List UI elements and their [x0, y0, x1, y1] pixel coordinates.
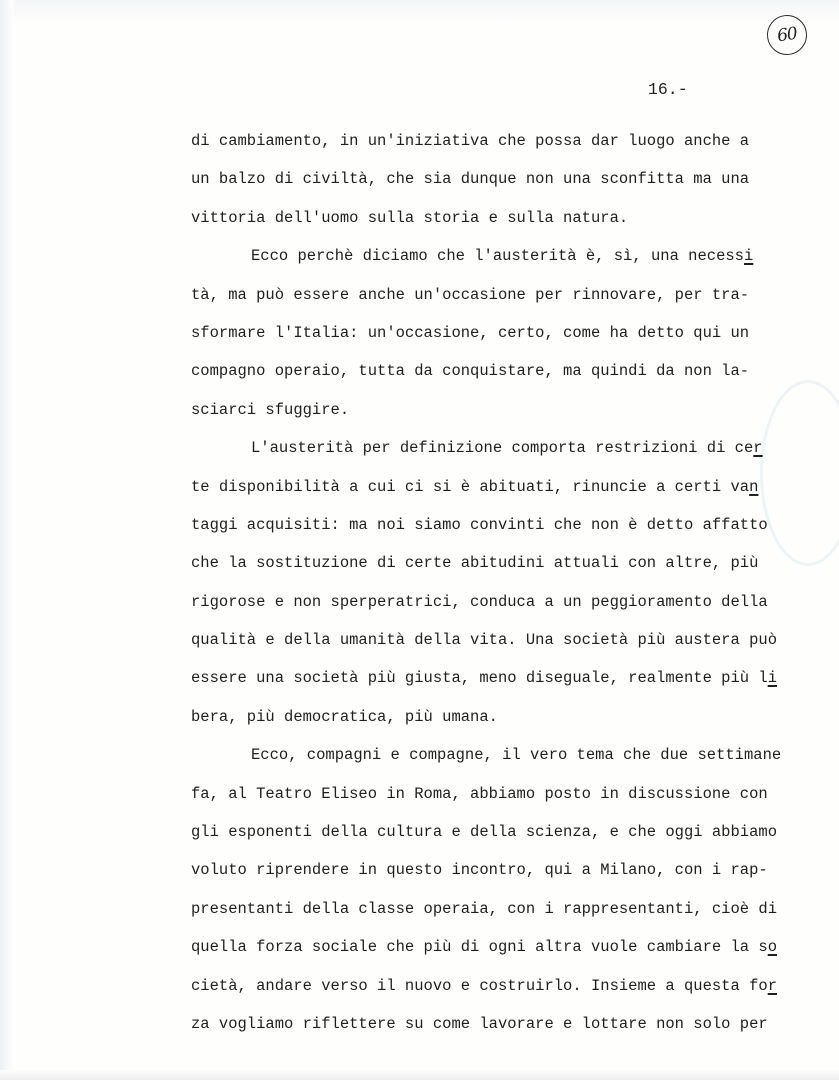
text-line — [191, 663, 781, 701]
paper-left-edge — [0, 0, 14, 1080]
paper-bottom-edge — [0, 1070, 839, 1080]
text-line-body: Ecco perchè diciamo che l'austerità è, sì, una necess — [251, 247, 744, 266]
text-line: un balzo di civiltà, che sia dunque non una sconfitta ma una — [191, 170, 750, 189]
text-line — [191, 932, 781, 970]
underlined-hyphenation-mark: o — [767, 938, 778, 957]
text-line: che la sostituzione di certe abitudini attuali con altre, più — [191, 554, 759, 573]
text-line-body: cietà, andare verso il nuovo e costruirlo. Insieme a questa fo — [191, 976, 768, 995]
text-line-body: essere una società più giusta, meno diseguale, realmente più l — [191, 669, 768, 688]
handwritten-folio-stamp: 60 — [764, 12, 809, 57]
underlined-hyphenation-mark: r — [767, 976, 778, 995]
text-line: sciarci sfuggire. — [191, 400, 350, 419]
paper-top-edge — [0, 0, 839, 26]
underlined-hyphenation-mark: i — [767, 669, 778, 688]
text-line: Ecco, compagni e compagne, il vero tema che due settimane — [251, 746, 782, 765]
text-line: di cambiamento, in un'iniziativa che possa dar luogo anche a — [191, 132, 750, 150]
page-number: 16.- — [648, 80, 688, 99]
text-line: tà, ma può essere anche un'occasione per rinnovare, per tra- — [191, 285, 750, 304]
text-line — [191, 433, 781, 471]
text-line: qualità e della umanità della vita. Una società più austera può — [191, 631, 777, 650]
underlined-hyphenation-mark: r — [753, 439, 763, 458]
text-line: gli esponenti della cultura e della scienza, e che oggi abbiamo — [191, 823, 777, 842]
text-line — [191, 241, 781, 279]
text-line: taggi acquisiti: ma noi siamo convinti che non è detto affatto — [191, 515, 768, 534]
text-line — [191, 971, 781, 1009]
text-line: bera, più democratica, più umana. — [191, 707, 498, 726]
text-line: compagno operaio, tutta da conquistare, ma quindi da non la- — [191, 362, 750, 381]
text-line: voluto riprendere in questo incontro, qui a Milano, con i rap- — [191, 861, 768, 880]
text-line: presentanti della classe operaia, con i rappresentanti, cioè di — [191, 899, 777, 918]
text-line: sformare l'Italia: un'occasione, certo, come ha detto qui un — [191, 323, 750, 342]
text-line: fa, al Teatro Eliseo in Roma, abbiamo posto in discussione con — [191, 784, 768, 803]
text-line-body: quella forza sociale che più di ogni altra vuole cambiare la s — [191, 938, 768, 957]
underlined-hyphenation-mark: n — [749, 477, 759, 496]
body-text — [191, 126, 781, 1047]
text-line: vittoria dell'uomo sulla storia e sulla natura. — [191, 208, 629, 227]
text-line: rigorose e non sperperatrici, conduca a un peggioramento della — [191, 592, 768, 611]
text-line-body: te disponibilità a cui ci si è abituati, rinuncie a certi va — [191, 477, 750, 496]
text-line: za vogliamo riflettere su come lavorare e lottare non solo per — [191, 1014, 768, 1033]
text-line-body: L'austerità per definizione comporta restrizioni di ce — [251, 439, 754, 458]
underlined-hyphenation-mark: i — [743, 247, 754, 266]
text-line — [191, 472, 781, 510]
